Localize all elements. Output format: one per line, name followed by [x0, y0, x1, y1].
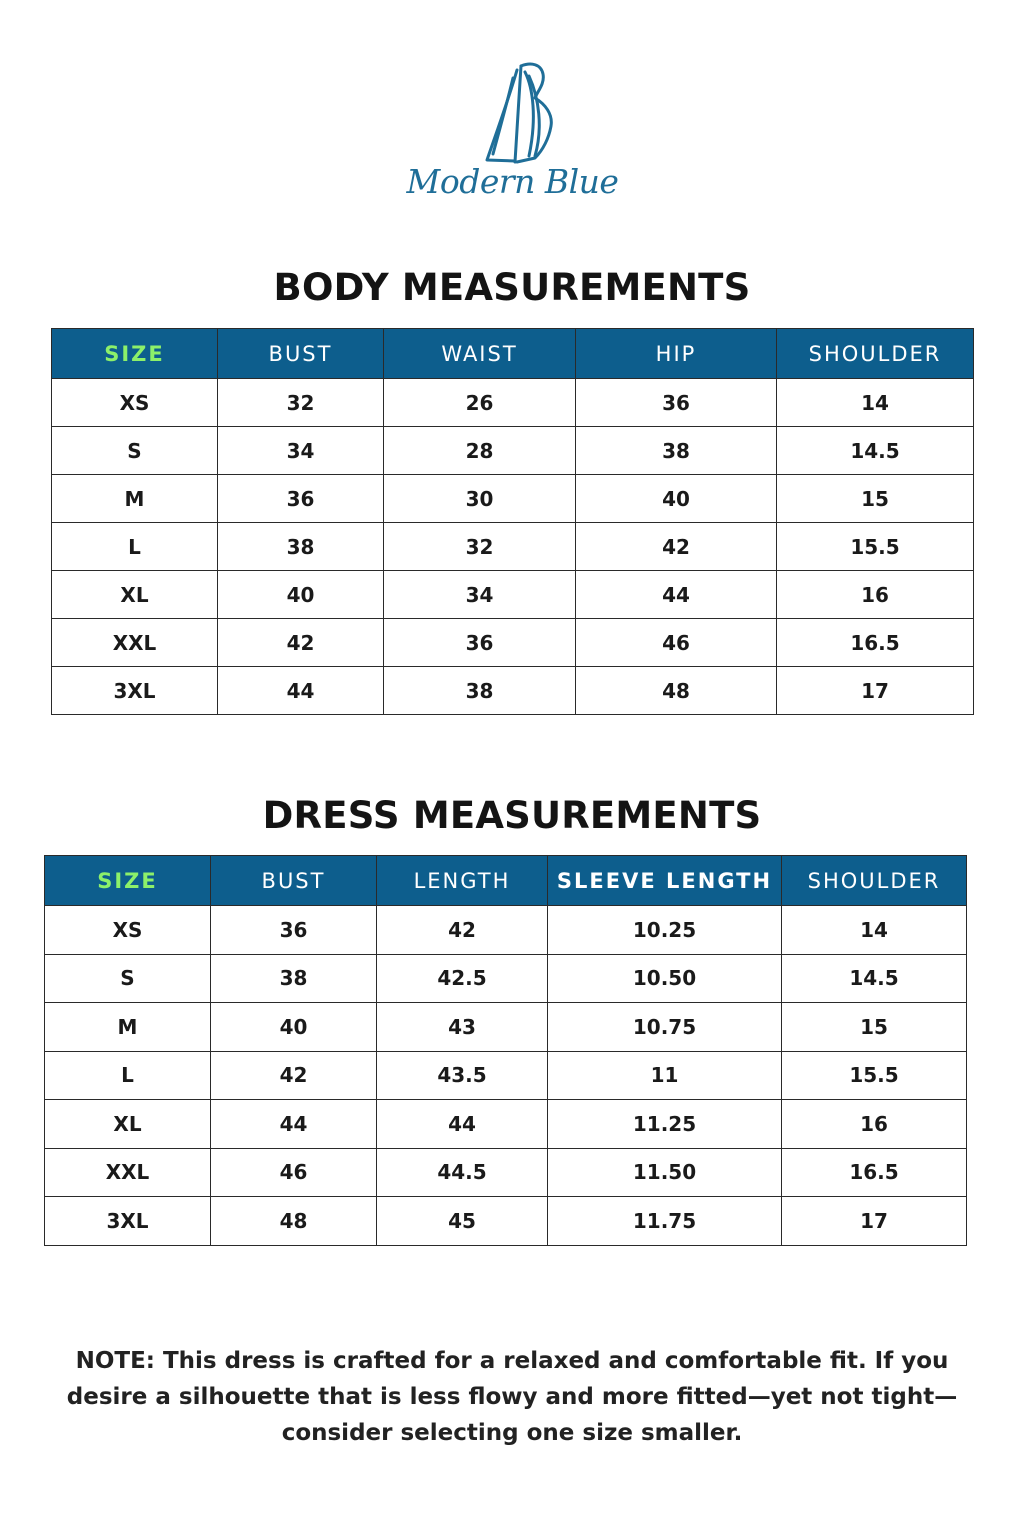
size-cell: XS [45, 906, 211, 955]
size-cell: S [52, 427, 218, 475]
waist-cell: 32 [384, 523, 576, 571]
column-header-size: SIZE [52, 329, 218, 379]
bust-cell: 40 [211, 1003, 377, 1052]
shoulder-cell: 14.5 [777, 427, 974, 475]
hip-cell: 38 [576, 427, 777, 475]
length-cell: 42 [377, 906, 548, 955]
waist-cell: 38 [384, 667, 576, 715]
table-row [45, 1003, 967, 1052]
waist-cell: 28 [384, 427, 576, 475]
sleeve-length-cell: 10.75 [548, 1003, 782, 1052]
size-cell: XXL [45, 1148, 211, 1197]
bust-cell: 38 [211, 954, 377, 1003]
shoulder-cell: 16.5 [782, 1148, 967, 1197]
table-header-row [45, 856, 967, 906]
bust-cell: 42 [211, 1051, 377, 1100]
shoulder-cell: 17 [782, 1197, 967, 1246]
shoulder-cell: 15 [777, 475, 974, 523]
bust-cell: 32 [218, 379, 384, 427]
column-header-sleeve-length: SLEEVE LENGTH [548, 856, 782, 906]
column-header-hip: HIP [576, 329, 777, 379]
length-cell: 43 [377, 1003, 548, 1052]
bust-cell: 48 [211, 1197, 377, 1246]
size-cell: 3XL [45, 1197, 211, 1246]
bust-cell: 40 [218, 571, 384, 619]
column-header-size: SIZE [45, 856, 211, 906]
waist-cell: 26 [384, 379, 576, 427]
shoulder-cell: 15.5 [782, 1051, 967, 1100]
body-measurements-title: BODY MEASUREMENTS [273, 266, 751, 309]
bust-cell: 46 [211, 1148, 377, 1197]
column-header-length: LENGTH [377, 856, 548, 906]
shoulder-cell: 15 [782, 1003, 967, 1052]
length-cell: 43.5 [377, 1051, 548, 1100]
bust-cell: 38 [218, 523, 384, 571]
sleeve-length-cell: 11.50 [548, 1148, 782, 1197]
column-header-shoulder: SHOULDER [777, 329, 974, 379]
sleeve-length-cell: 10.50 [548, 954, 782, 1003]
waist-cell: 36 [384, 619, 576, 667]
size-cell: S [45, 954, 211, 1003]
hip-cell: 48 [576, 667, 777, 715]
sleeve-length-cell: 11.25 [548, 1100, 782, 1149]
bust-cell: 42 [218, 619, 384, 667]
length-cell: 45 [377, 1197, 548, 1246]
body-measurements-table [51, 328, 974, 715]
waist-cell: 34 [384, 571, 576, 619]
length-cell: 44.5 [377, 1148, 548, 1197]
size-cell: XS [52, 379, 218, 427]
hip-cell: 44 [576, 571, 777, 619]
waist-cell: 30 [384, 475, 576, 523]
brand-logo [405, 58, 620, 218]
column-header-waist: WAIST [384, 329, 576, 379]
sleeve-length-cell: 11.75 [548, 1197, 782, 1246]
bust-cell: 36 [211, 906, 377, 955]
hip-cell: 40 [576, 475, 777, 523]
size-cell: XL [52, 571, 218, 619]
bust-cell: 44 [211, 1100, 377, 1149]
dress-measurements-table [44, 855, 967, 1246]
length-cell: 42.5 [377, 954, 548, 1003]
table-header-row [52, 329, 974, 379]
shoulder-cell: 15.5 [777, 523, 974, 571]
bust-cell: 36 [218, 475, 384, 523]
hip-cell: 36 [576, 379, 777, 427]
table-row [52, 523, 974, 571]
shoulder-cell: 14.5 [782, 954, 967, 1003]
table-row [52, 667, 974, 715]
size-cell: M [45, 1003, 211, 1052]
shoulder-cell: 14 [782, 906, 967, 955]
column-header-shoulder: SHOULDER [782, 856, 967, 906]
table-row [52, 571, 974, 619]
table-row [52, 475, 974, 523]
table-row [45, 954, 967, 1003]
shoulder-cell: 16 [782, 1100, 967, 1149]
shoulder-cell: 16.5 [777, 619, 974, 667]
table-row [45, 1197, 967, 1246]
dress-measurements-title: DRESS MEASUREMENTS [262, 794, 762, 837]
shoulder-cell: 16 [777, 571, 974, 619]
length-cell: 44 [377, 1100, 548, 1149]
hip-cell: 46 [576, 619, 777, 667]
table-row [52, 427, 974, 475]
size-cell: L [52, 523, 218, 571]
bust-cell: 34 [218, 427, 384, 475]
column-header-bust: BUST [211, 856, 377, 906]
sleeve-length-cell: 11 [548, 1051, 782, 1100]
size-cell: 3XL [52, 667, 218, 715]
shoulder-cell: 17 [777, 667, 974, 715]
fit-note: NOTE: This dress is crafted for a relaxed and comfortable fit. If you desire a silhouette that is less flowy and more fitted—yet not tight—consider selecting one size smaller. [66, 1348, 958, 1446]
column-header-bust: BUST [218, 329, 384, 379]
table-row [45, 1148, 967, 1197]
shoulder-cell: 14 [777, 379, 974, 427]
sleeve-length-cell: 10.25 [548, 906, 782, 955]
size-cell: XXL [52, 619, 218, 667]
table-row [45, 906, 967, 955]
hip-cell: 42 [576, 523, 777, 571]
size-cell: M [52, 475, 218, 523]
brand-name: Modern Blue [406, 162, 619, 201]
table-row [52, 619, 974, 667]
size-cell: L [45, 1051, 211, 1100]
sailboat-icon [473, 58, 558, 168]
bust-cell: 44 [218, 667, 384, 715]
table-row [45, 1051, 967, 1100]
table-row [52, 379, 974, 427]
size-cell: XL [45, 1100, 211, 1149]
table-row [45, 1100, 967, 1149]
